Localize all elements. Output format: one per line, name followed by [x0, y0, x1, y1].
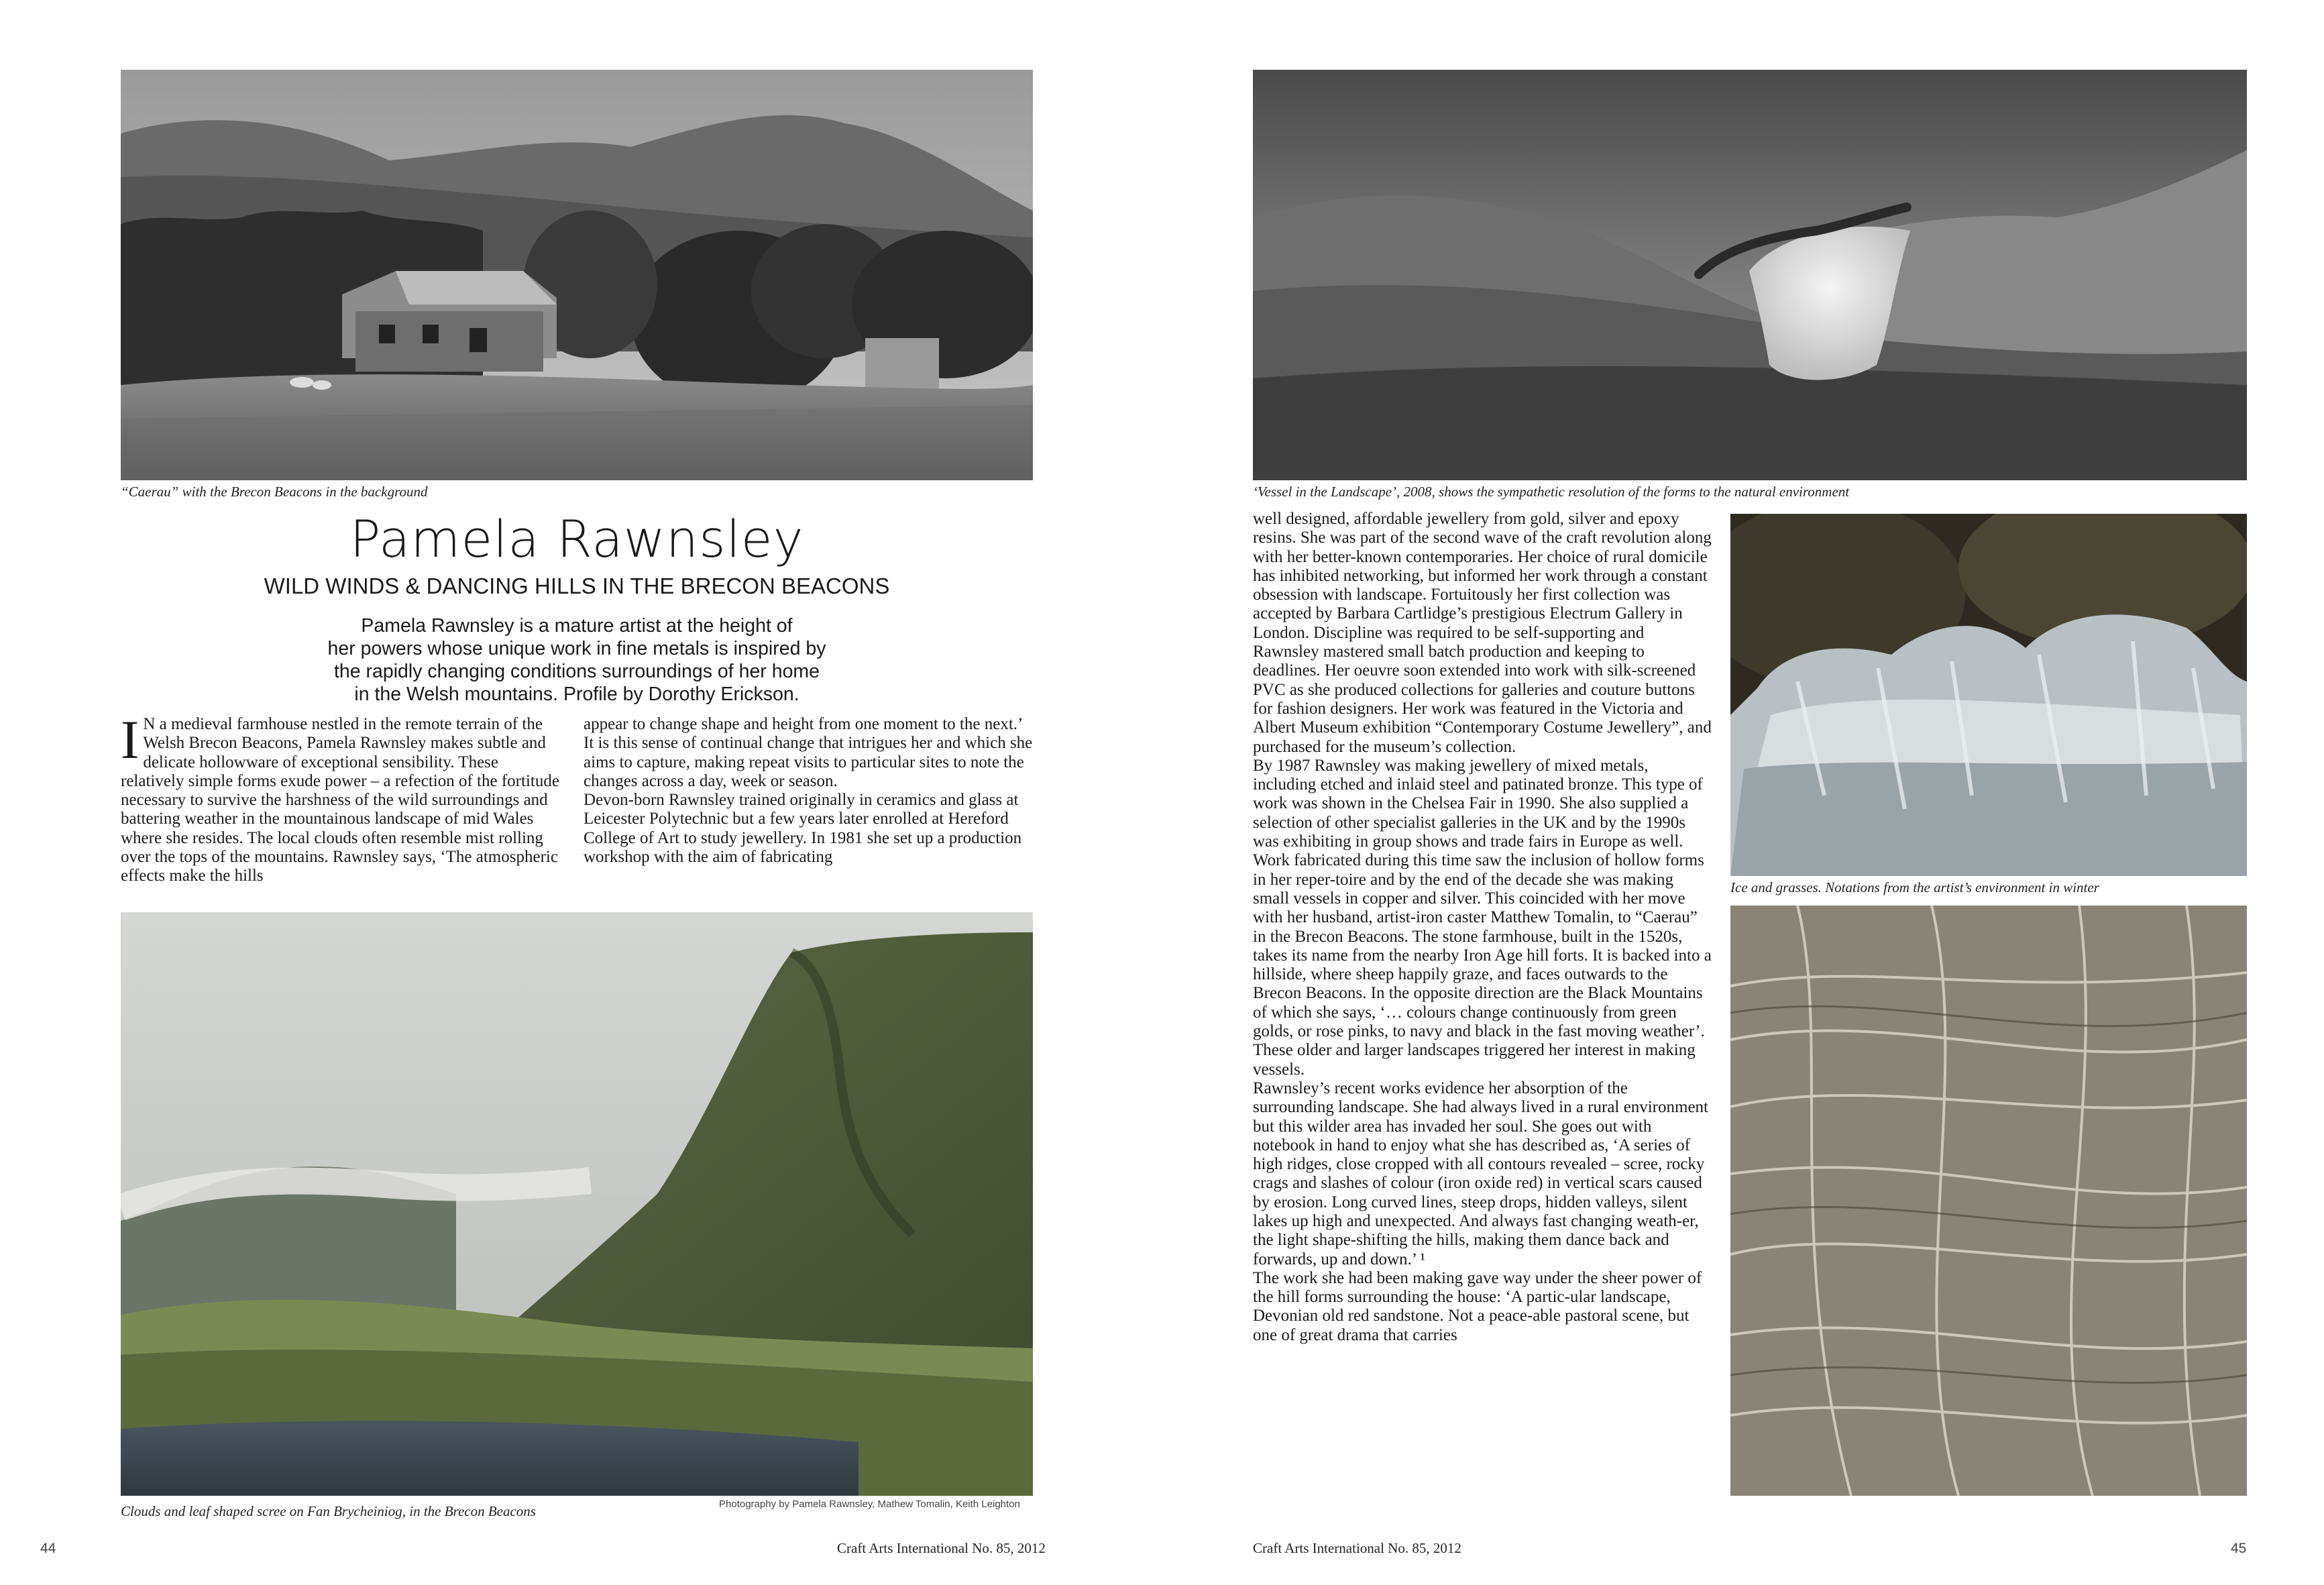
standfirst-line: in the Welsh mountains. Profile by Dorothy Erickson. [354, 684, 799, 705]
body-column-3 [1253, 510, 1712, 1345]
ice-photo [1730, 514, 2247, 876]
publication-footer-right: Craft Arts International No. 85, 2012 [1253, 1540, 1461, 1556]
standfirst-line: the rapidly changing conditions surroundings of her home [333, 661, 820, 682]
frosted-grass-photo [1730, 906, 2247, 1496]
body-paragraph [121, 709, 563, 886]
body-paragraph: Rawnsley’s recent works evidence her absorption of the surrounding landscape. She had always lived in a rural environment but this wilder area has invaded her soul. She goes out with notebook in hand to enjoy what she has described as, ‘A series of high ridges, close cropped with all contours revealed – scree, rocky crags and slashes of colour (iron oxide red) in vertical scars caused by erosion. Long curved lines, steep drops, hidden valleys, silent lakes up high and unexpected. And always fast changing weath-er, the light shape-shifting the hills, making them dance back and forwards, up and down.’ ¹ [1253, 1079, 1708, 1268]
standfirst [268, 614, 885, 706]
farmhouse-photo [121, 70, 1033, 480]
drop-cap: I [121, 709, 140, 770]
vessel-photo-caption: ‘Vessel in the Landscape’, 2008, shows the sympathetic resolution of the forms to the natural environment [1253, 484, 1850, 500]
page-number-left: 44 [40, 1541, 56, 1556]
publication-footer-left: Craft Arts International No. 85, 2012 [837, 1540, 1046, 1556]
body-paragraph: well designed, affordable jewellery from gold, silver and epoxy resins. She was part of the second wave of the craft revolution along with her better-known contemporaries. Her choice of rural domicile has inhibited networking, but informed her work through a constant obsession with landscape. Fortuitously her first collection was accepted by Barbara Cartlidge’s prestigious Electrum Gallery in London. Discipline was required to be self-supporting and Rawnsley mastered small batch production and keeping to deadlines. Her oeuvre soon extended into work with silk-screened PVC as she produced collections for galleries and couture buttons for fashion designers. Her work was featured in the Victoria and Albert Museum exhibition “Contemporary Costume Jewellery”, and purchased for the museum’s collection. [1253, 510, 1712, 756]
photo-credit: Photography by Pamela Rawnsley, Mathew Tomalin, Keith Leighton [719, 1498, 1020, 1510]
page-number-right: 45 [2231, 1541, 2247, 1556]
body-paragraph: The work she had been making gave way under the sheer power of the hill forms surrounding the house: ‘A partic-ular landscape, Devonian old red sandstone. Not a peace-able pastoral scene, but one of great drama that carries [1253, 1268, 1702, 1344]
article-subtitle: WILD WINDS & DANCING HILLS IN THE BRECON BEACONS [264, 573, 890, 598]
body-paragraph: By 1987 Rawnsley was making jewellery of mixed metals, including etched and inlaid steel and patinated bronze. This type of work was shown in the Chelsea Fair in 1990. She also supplied a selection of other specialist galleries in the UK and by the 1990s was exhibiting in group shows and trade fairs in Europe as well. Work fabricated during this time saw the inclusion of hollow forms in her reper-toire and by the end of the decade she was making small vessels in copper and silver. This coincided with her move with her husband, artist-iron caster Matthew Tomalin, to “Caerau” in the Brecon Beacons. The stone farmhouse, built in the 1520s, takes its name from the nearby Iron Age hill forts. It is backed into a hillside, where sheep happily graze, and faces outwards to the Brecon Beacons. In the opposite direction are the Black Mountains of which she says, ‘… colours change continuously from green golds, or rose pinks, to navy and black in the fast moving weather’. These older and larger landscapes triggered her interest in making vessels. [1253, 756, 1712, 1079]
article-title: Pamela Rawnsley [349, 509, 804, 569]
standfirst-line: her powers whose unique work in fine metals is inspired by [327, 638, 826, 659]
body-column-2 [584, 715, 1033, 867]
standfirst-line: Pamela Rawnsley is a mature artist at the height of [361, 615, 793, 637]
mountain-lake-photo [121, 912, 1033, 1496]
body-paragraph: Devon-born Rawnsley trained originally in ceramics and glass at Leicester Polytechnic but a few years later enrolled at Hereford College of Art to study jewellery. In 1981 she set up a production workshop with the aim of fabricating [584, 791, 1022, 867]
top-photo-caption: “Caerau” with the Brecon Beacons in the background [121, 484, 428, 500]
body-paragraph: appear to change shape and height from one moment to the next.’ It is this sense of continual change that intrigues her and which she aims to capture, making repeat visits to particular sites to note the changes across a day, week or season. [584, 715, 1033, 790]
bottom-photo-caption: Clouds and leaf shaped scree on Fan Brycheiniog, in the Brecon Beacons [121, 1503, 536, 1519]
vessel-landscape-photo [1253, 70, 2247, 480]
col1-text: N a medieval farmhouse nestled in the remote terrain of the Welsh Brecon Beacons, Pamela Rawnsley makes subtle and delicate hollowware of exceptional sensibility. These relatively simple forms exude power – a refection of the fortitude necessary to survive the harshness of the wild surroundings and battering weather in the mountainous landscape of mid Wales where she resides. The local clouds often resemble mist rolling over the tops of the mountains. Rawnsley says, ‘The atmospheric effects make the hills [121, 715, 559, 885]
ice-grass-caption: Ice and grasses. Notations from the artist’s environment in winter [1730, 879, 2099, 895]
body-column-1 [121, 709, 563, 886]
